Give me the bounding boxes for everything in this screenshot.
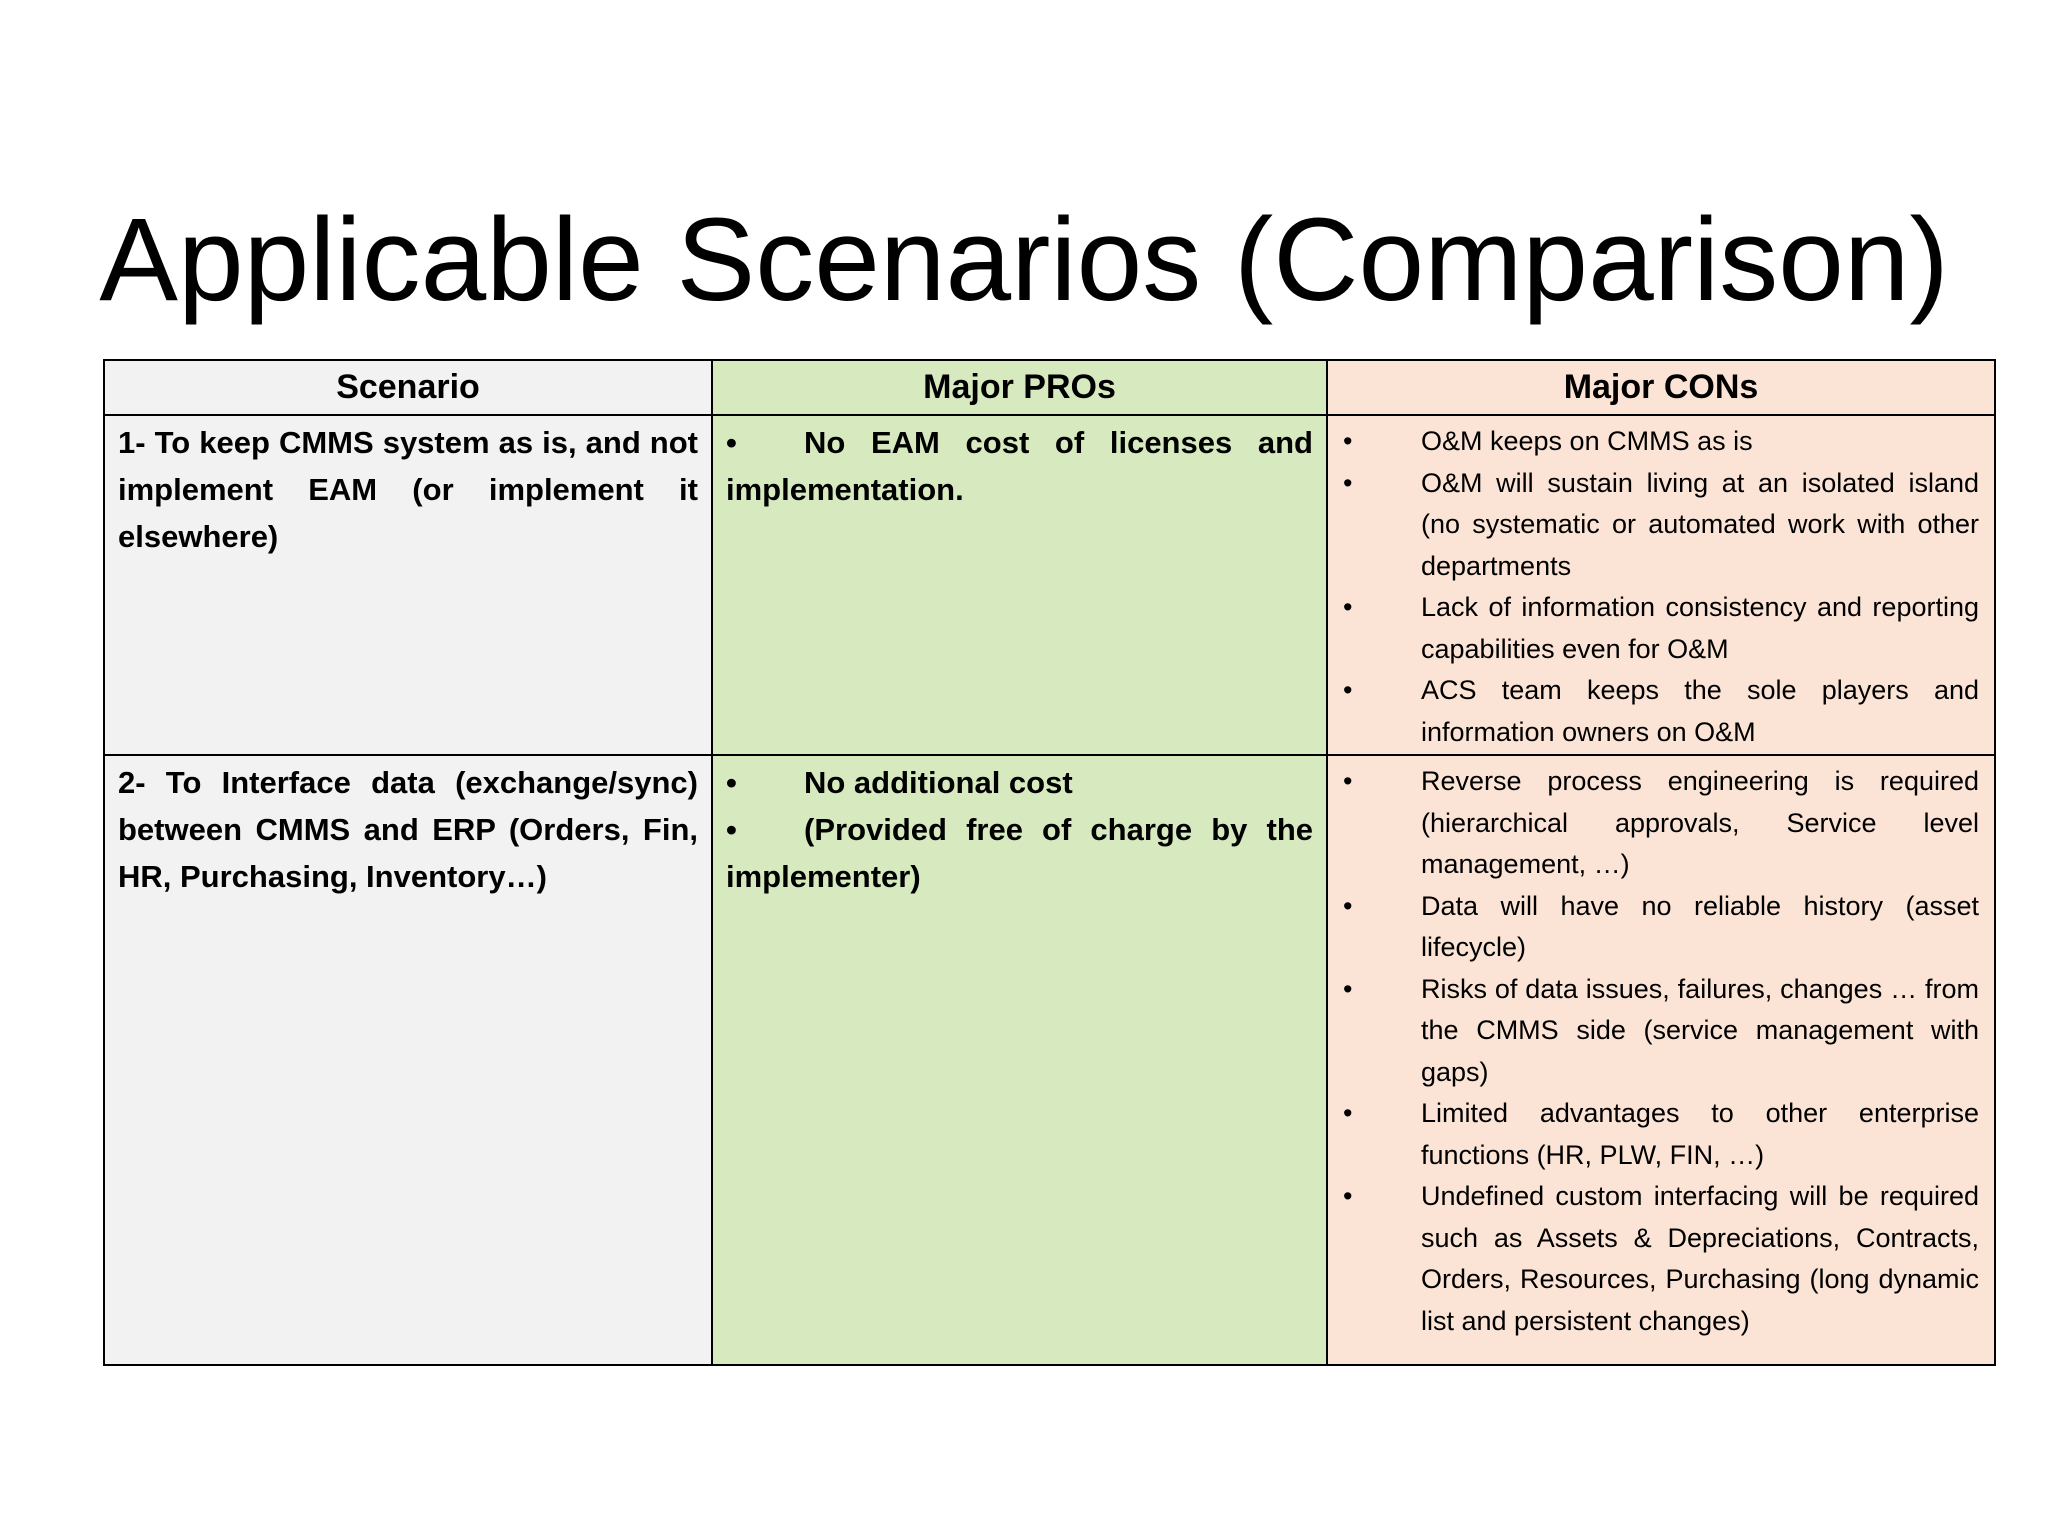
cons-item-text: Limited advantages to other enterprise functions (HR, PLW, FIN, …) bbox=[1421, 1098, 1979, 1170]
header-row bbox=[104, 360, 1995, 415]
bullet-icon: • bbox=[1343, 766, 1353, 796]
cons-cell bbox=[1327, 415, 1995, 755]
header-cons: Major CONs bbox=[1327, 360, 1995, 415]
scenario-cell bbox=[104, 755, 712, 1365]
header-scenario: Scenario bbox=[104, 360, 712, 415]
bullet-icon: • bbox=[726, 765, 737, 800]
scenario-text: 1- To keep CMMS system as is, and not implement EAM (or implement it elsewhere) bbox=[118, 425, 698, 554]
cons-item-text: O&M keeps on CMMS as is bbox=[1421, 426, 1753, 456]
bullet-icon: • bbox=[1343, 1181, 1353, 1211]
cons-item-text: Risks of data issues, failures, changes … from the CMMS side (service management with gaps) bbox=[1421, 973, 1979, 1087]
pros-item bbox=[726, 759, 1313, 806]
header-pros: Major PROs bbox=[712, 360, 1327, 415]
cons-item bbox=[1343, 587, 1979, 670]
pros-item-text: No additional cost bbox=[804, 765, 1073, 800]
pros-item-text: (Provided free of charge by the implementer) bbox=[726, 812, 1313, 894]
cons-list bbox=[1329, 417, 1993, 753]
table-row bbox=[104, 415, 1995, 755]
bullet-icon: • bbox=[1343, 1098, 1353, 1128]
pros-list bbox=[714, 757, 1325, 900]
cons-item bbox=[1343, 969, 1979, 1094]
slide-title: Applicable Scenarios (Comparison) bbox=[99, 194, 1949, 326]
cons-item bbox=[1343, 1093, 1979, 1176]
scenario-text: 2- To Interface data (exchange/sync) between CMMS and ERP (Orders, Fin, HR, Purchasing, Inventory…) bbox=[118, 765, 698, 894]
cons-item-text: ACS team keeps the sole players and information owners on O&M bbox=[1421, 675, 1979, 747]
cons-item bbox=[1343, 670, 1979, 753]
cons-item-text: Data will have no reliable history (asset lifecycle) bbox=[1421, 890, 1979, 962]
bullet-icon: • bbox=[1343, 973, 1353, 1004]
pros-item-text: No EAM cost of licenses and implementation. bbox=[726, 425, 1313, 507]
cons-item bbox=[1343, 1176, 1979, 1342]
table-row bbox=[104, 755, 1995, 1365]
bullet-icon: • bbox=[726, 425, 737, 460]
cons-cell bbox=[1327, 755, 1995, 1365]
cons-item-text: Lack of information consistency and reporting capabilities even for O&M bbox=[1421, 592, 1979, 664]
cons-item bbox=[1343, 886, 1979, 969]
cons-item-text: O&M will sustain living at an isolated island (no systematic or automated work with other departments bbox=[1421, 467, 1979, 581]
pros-item bbox=[726, 806, 1313, 900]
pros-cell bbox=[712, 755, 1327, 1365]
cons-list bbox=[1329, 757, 1993, 1342]
cons-item bbox=[1343, 761, 1979, 886]
bullet-icon: • bbox=[726, 812, 737, 847]
scenario-cell bbox=[104, 415, 712, 755]
bullet-icon: • bbox=[1343, 592, 1353, 622]
cons-item bbox=[1343, 421, 1979, 463]
cons-item-text: Reverse process engineering is required (hierarchical approvals, Service level management, …) bbox=[1421, 766, 1979, 879]
pros-item bbox=[726, 419, 1313, 513]
cons-item bbox=[1343, 463, 1979, 588]
pros-list bbox=[714, 417, 1325, 513]
bullet-icon: • bbox=[1343, 890, 1353, 921]
bullet-icon: • bbox=[1343, 675, 1353, 705]
cons-item-text: Undefined custom interfacing will be required such as Assets & Depreciations, Contracts, Orders, Resources, Purchasing (long dynamic list and persistent changes) bbox=[1421, 1181, 1979, 1336]
pros-cell bbox=[712, 415, 1327, 755]
comparison-table bbox=[103, 359, 1996, 1366]
bullet-icon: • bbox=[1343, 467, 1353, 498]
bullet-icon: • bbox=[1343, 426, 1353, 456]
